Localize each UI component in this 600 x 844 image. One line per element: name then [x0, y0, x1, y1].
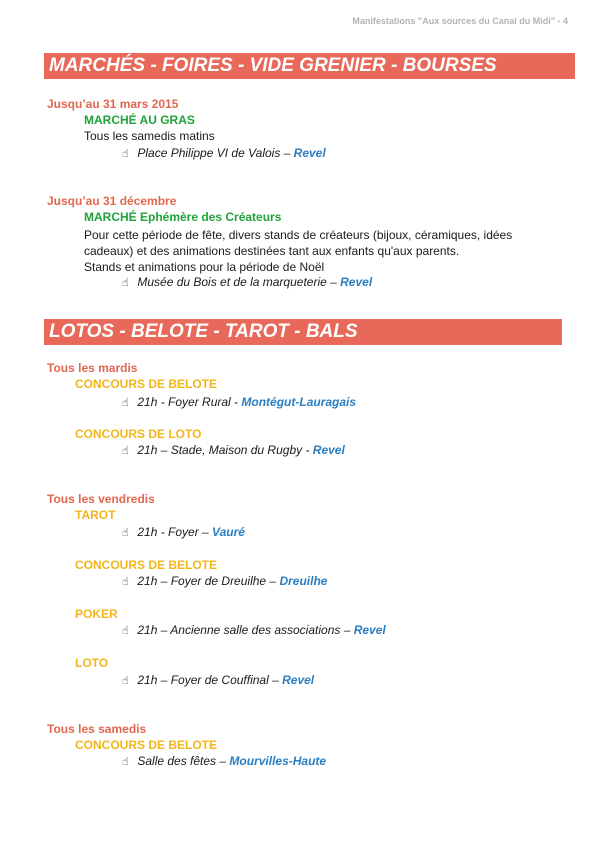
location-place: 21h - Foyer Rural - — [137, 395, 242, 409]
location-place: 21h – Ancienne salle des associations – — [137, 623, 354, 637]
pointing-hand-icon: ☝ — [122, 675, 129, 687]
event-location — [122, 525, 245, 539]
location-town: Revel — [340, 275, 373, 289]
event-description: Tous les samedis matins — [84, 129, 215, 143]
location-place: 21h - Foyer – — [137, 525, 213, 539]
event-location — [122, 623, 386, 637]
location-town: Mourvilles-Haute — [229, 754, 327, 768]
event-description: Pour cette période de fête, divers stands de créateurs (bijoux, céramiques, idées cadeaux) et des animations destinées tant aux enfants qu'aux parents. — [84, 228, 513, 258]
location-town: Vauré — [212, 525, 245, 539]
event-location — [122, 443, 345, 457]
pointing-hand-icon: ☝ — [122, 148, 129, 160]
event-name: CONCOURS DE BELOTE — [75, 377, 218, 391]
location-town: Montégut-Lauragais — [241, 395, 357, 409]
event-name: CONCOURS DE BELOTE — [75, 558, 218, 572]
event-name: MARCHÉ Ephémère des Créateurs — [84, 210, 282, 224]
event-name: CONCOURS DE LOTO — [75, 427, 202, 441]
location-place: 21h – Foyer de Dreuilhe – — [137, 574, 280, 588]
location-town: Revel — [312, 443, 345, 457]
pointing-hand-icon: ☝ — [122, 445, 129, 457]
location-town: Revel — [353, 623, 386, 637]
location-town: Dreuilhe — [279, 574, 328, 588]
event-name: CONCOURS DE BELOTE — [75, 738, 218, 752]
location-place: Place Philippe VI de Valois – — [137, 146, 294, 160]
section-banner-lotos: LOTOS - BELOTE - TAROT - BALS — [44, 319, 562, 345]
location-town: Revel — [293, 146, 326, 160]
event-date: Jusqu’au 31 décembre — [47, 194, 177, 208]
location-place: 21h – Foyer de Couffinal – — [137, 673, 283, 687]
pointing-hand-icon: ☝ — [122, 625, 129, 637]
location-place: 21h – Stade, Maison du Rugby - — [137, 443, 313, 457]
event-location — [122, 275, 372, 289]
pointing-hand-icon: ☝ — [122, 397, 129, 409]
pointing-hand-icon: ☝ — [122, 756, 129, 768]
event-date: Jusqu’au 31 mars 2015 — [47, 97, 179, 111]
event-location — [122, 673, 314, 687]
event-name: MARCHÉ AU GRAS — [84, 113, 195, 127]
location-place: Musée du Bois et de la marqueterie – — [137, 275, 341, 289]
event-description-extra: Stands et animations pour la période de Noël — [84, 260, 325, 274]
event-location — [122, 754, 326, 768]
pointing-hand-icon: ☝ — [122, 576, 129, 588]
event-location — [122, 574, 327, 588]
event-name: LOTO — [75, 656, 109, 670]
pointing-hand-icon: ☝ — [122, 527, 129, 539]
event-location — [122, 395, 356, 409]
pointing-hand-icon: ☝ — [122, 277, 129, 289]
location-place: Salle des fêtes – — [137, 754, 230, 768]
event-date: Tous les mardis — [47, 361, 138, 375]
running-header: Manifestations "Aux sources du Canal du Midi" - 4 — [352, 16, 568, 26]
event-name: TAROT — [75, 508, 116, 522]
event-name: POKER — [75, 607, 118, 621]
section-banner-marches: MARCHÉS - FOIRES - VIDE GRENIER - BOURSES — [44, 53, 575, 79]
location-town: Revel — [282, 673, 315, 687]
event-date: Tous les samedis — [47, 722, 147, 736]
event-location — [122, 146, 326, 160]
event-date: Tous les vendredis — [47, 492, 155, 506]
